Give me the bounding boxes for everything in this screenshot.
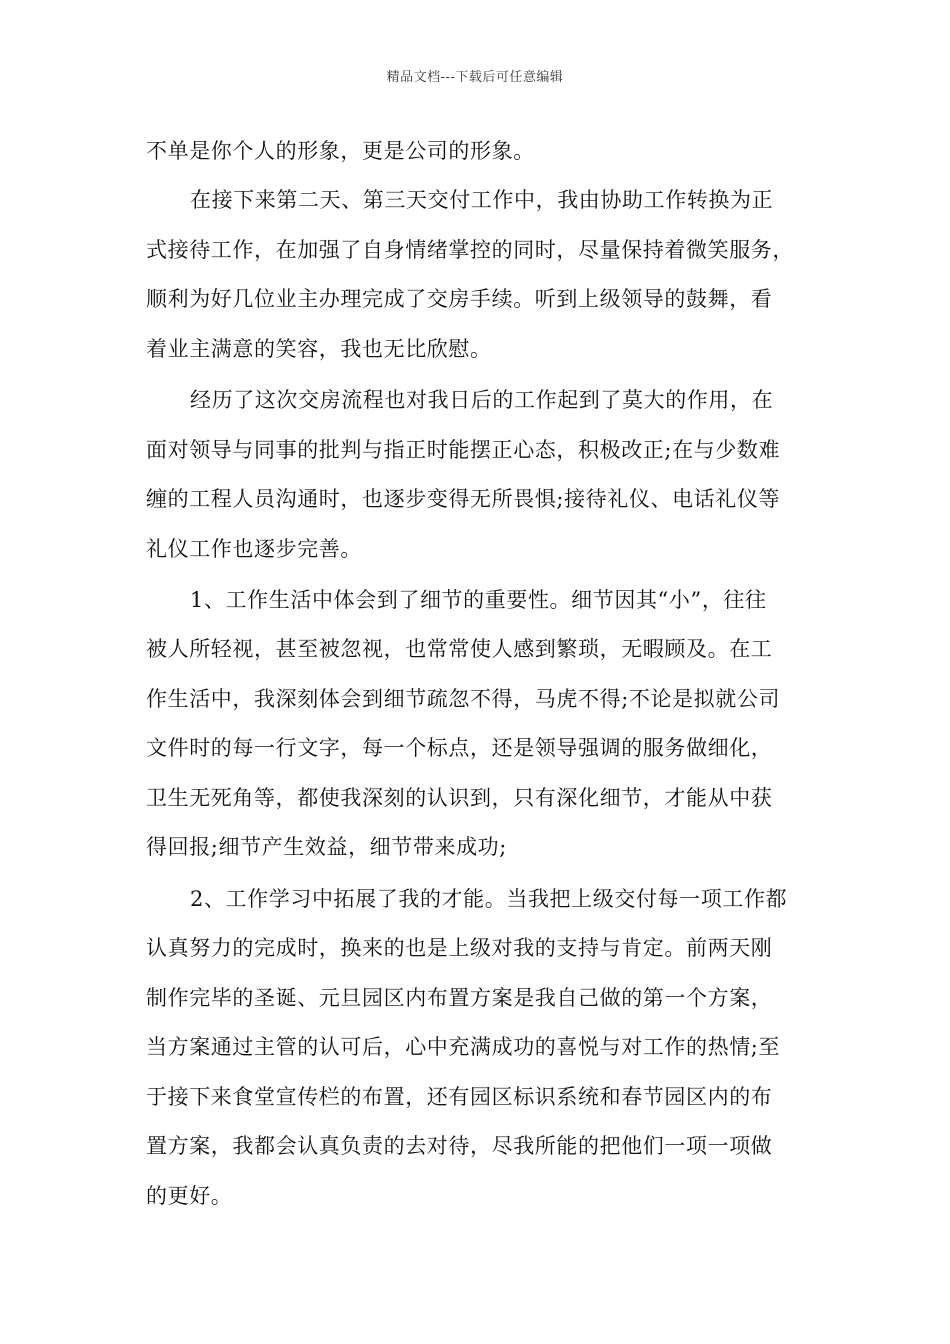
text-line: 文件时的每一行文字，每一个标点，还是领导强调的服务做细化， xyxy=(146,736,773,760)
text-line: 顺利为好几位业主办理完成了交房手续。听到上级领导的鼓舞，看 xyxy=(146,287,773,311)
text-line: 置方案，我都会认真负责的去对待，尽我所能的把他们一项一项做 xyxy=(146,1134,773,1158)
text-line: 当方案通过主管的认可后，心中充满成功的喜悦与对工作的热情;至 xyxy=(146,1035,781,1059)
paragraph-first-line: 在接下来第二天、第三天交付工作中，我由协助工作转换为正 xyxy=(190,188,774,212)
text-line: 着业主满意的笑容，我也无比欣慰。 xyxy=(146,337,492,361)
text-line: 认真努力的完成时，换来的也是上级对我的支持与肯定。前两天刚 xyxy=(146,936,773,960)
paragraph-first-line: 1、工作生活中体会到了细节的重要性。细节因其“小”，往往 xyxy=(190,588,767,612)
text-line: 得回报;细节产生效益，细节带来成功; xyxy=(146,835,507,859)
text-line: 礼仪工作也逐步完善。 xyxy=(146,537,362,561)
page-header: 精品文档---下载后可任意编辑 xyxy=(386,70,564,85)
text-line: 不单是你个人的形象，更是公司的形象。 xyxy=(146,139,535,163)
paragraph-first-line: 经历了这次交房流程也对我日后的工作起到了莫大的作用，在 xyxy=(190,388,774,412)
text-line: 缠的工程人员沟通时，也逐步变得无所畏惧;接待礼仪、电话礼仪等 xyxy=(146,487,781,511)
text-line: 的更好。 xyxy=(146,1184,233,1208)
text-line: 面对领导与同事的批判与指正时能摆正心态，积极改正;在与少数难 xyxy=(146,438,781,462)
text-line: 作生活中，我深刻体会到细节疏忽不得，马虎不得;不论是拟就公司 xyxy=(146,687,781,711)
text-line: 被人所轻视，甚至被忽视，也常常使人感到繁琐，无暇顾及。在工 xyxy=(146,637,773,661)
text-line: 卫生无死角等，都使我深刻的认识到，只有深化细节，才能从中获 xyxy=(146,786,773,810)
paragraph-first-line: 2、工作学习中拓展了我的才能。当我把上级交付每一项工作都 xyxy=(190,887,788,911)
text-line: 式接待工作，在加强了自身情绪掌控的同时，尽量保持着微笑服务， xyxy=(146,238,794,262)
text-line: 于接下来食堂宣传栏的布置，还有园区标识系统和春节园区内的布 xyxy=(146,1085,773,1109)
text-line: 制作完毕的圣诞、元旦园区内布置方案是我自己做的第一个方案， xyxy=(146,986,773,1010)
